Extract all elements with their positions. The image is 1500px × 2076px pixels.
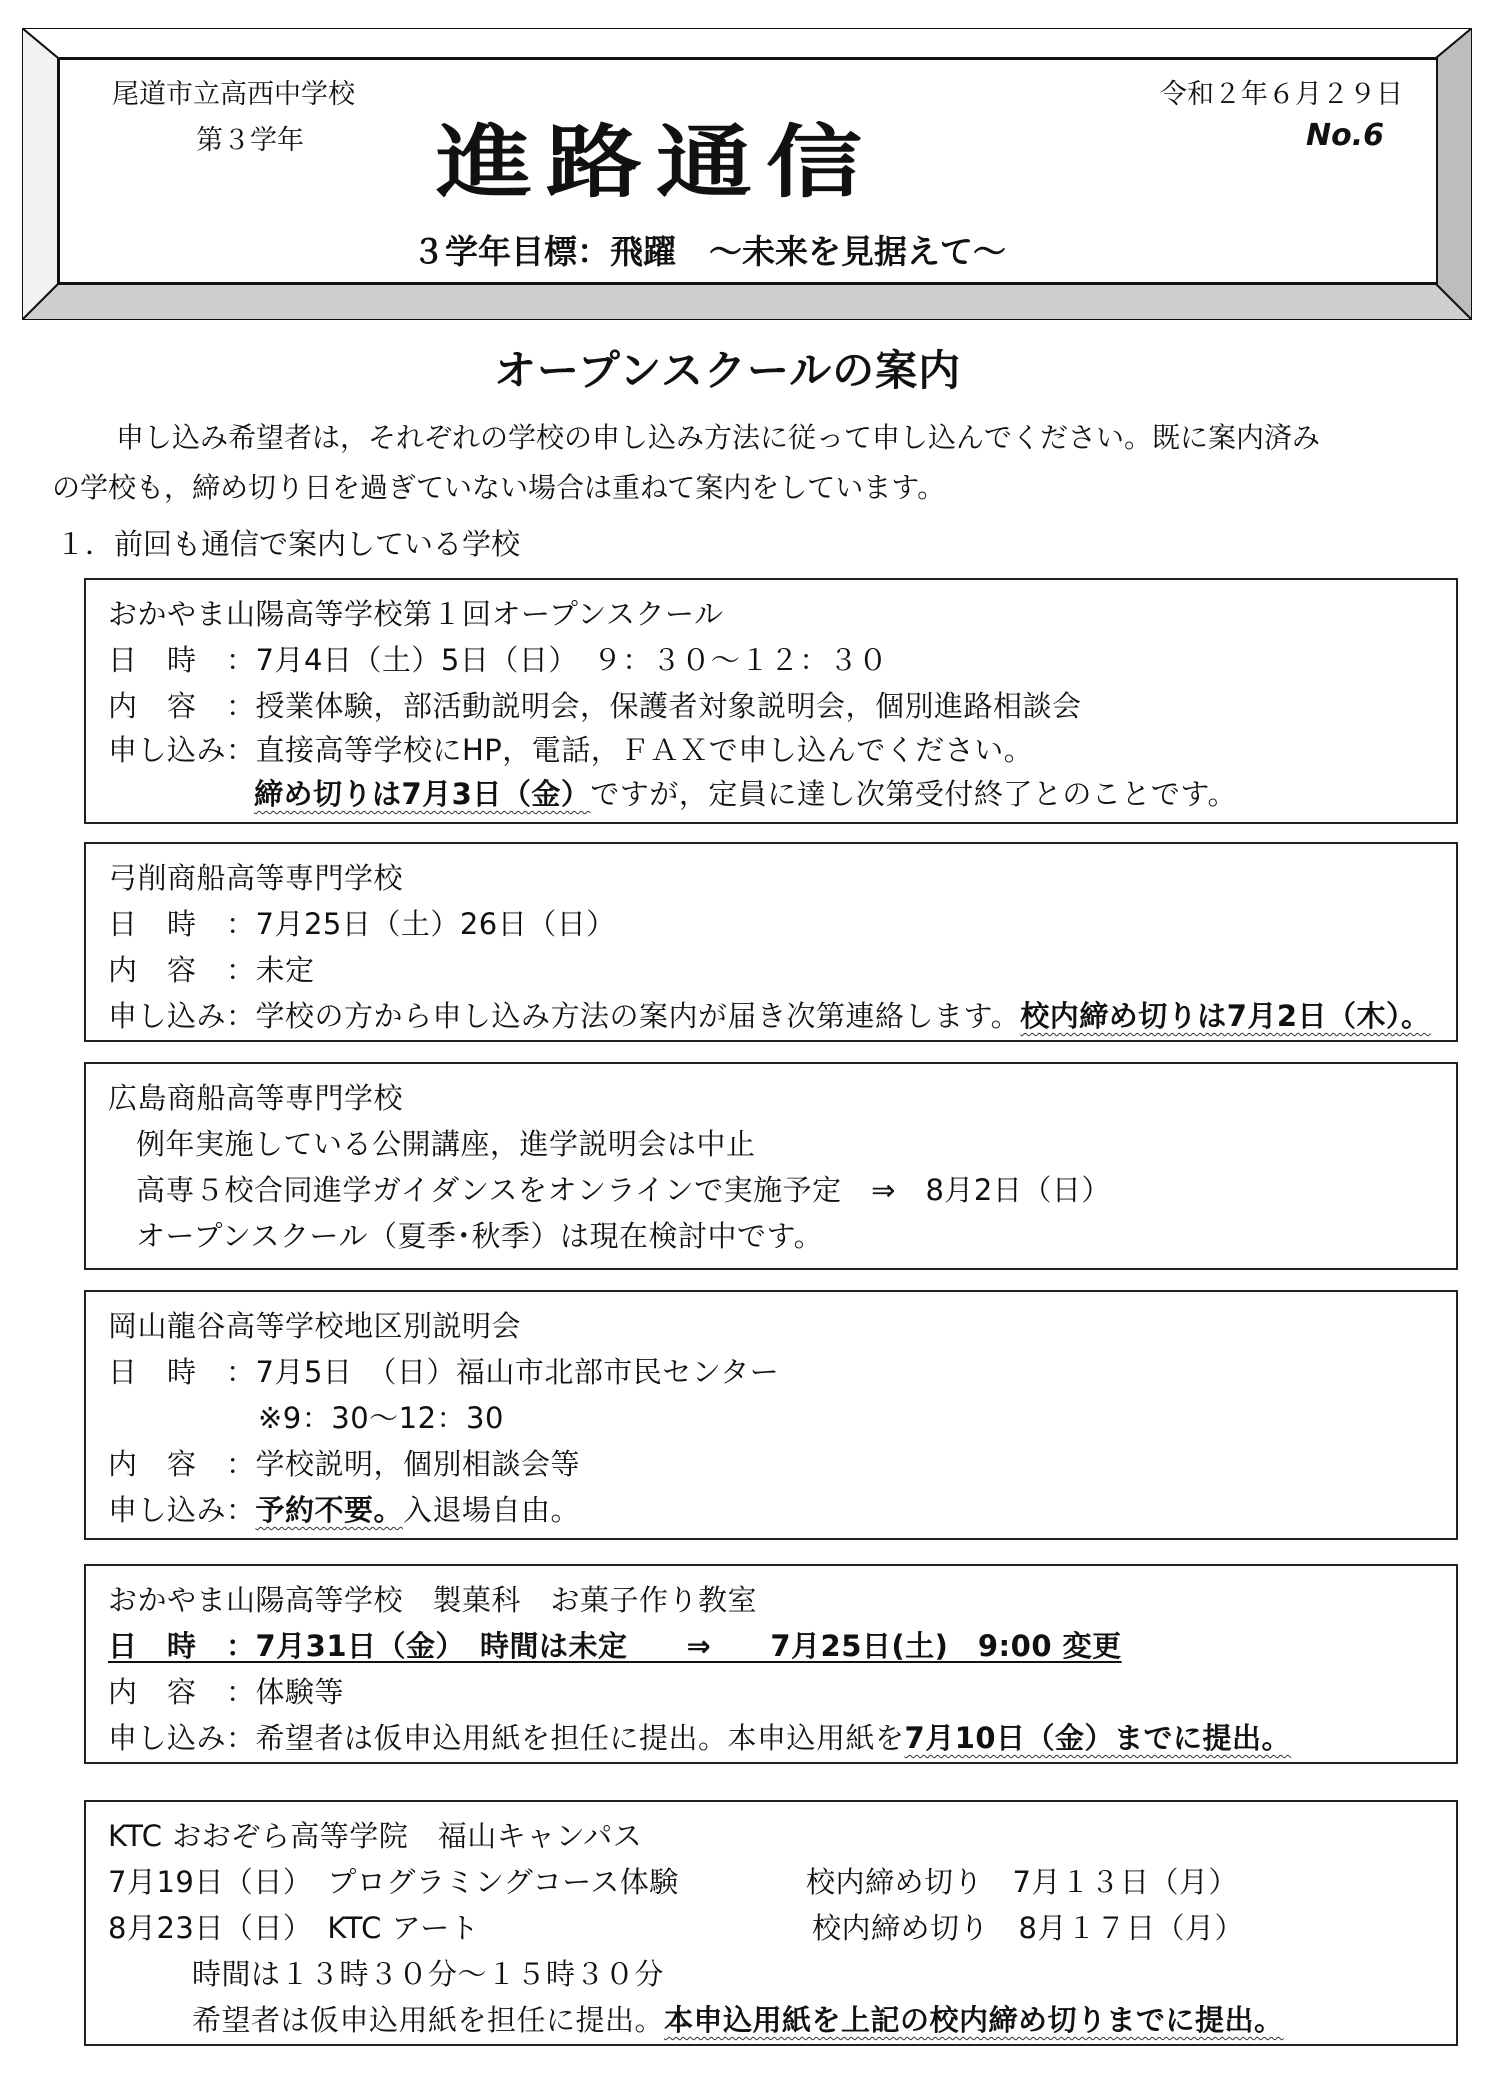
page-title: オープンスクールの案内	[494, 346, 962, 395]
apply-emphasis: 予約不要。	[255, 1493, 404, 1527]
apply: 申し込み：希望者は仮申込用紙を担任に提出。本申込用紙を	[108, 1721, 905, 1755]
school-name: おかやま山陽高等学校 製菓科 お菓子作り教室	[108, 1583, 758, 1617]
datetime: 日 時 ：7月5日 （日）福山市北部市民センター	[108, 1355, 780, 1389]
school-name: 岡山龍谷高等学校地区別説明会	[108, 1309, 522, 1343]
intro-line-2: の学校も，締め切り日を過ぎていない場合は重ねて案内をしています。	[52, 471, 946, 504]
issue-date: 令和２年６月２９日	[1160, 79, 1403, 110]
bevel-top	[22, 28, 1472, 58]
datetime: 日 時 ：7月31日（金） 時間は未定 ⇒ 7月25日(土) 9:00 変更	[108, 1629, 1122, 1663]
note-2: 高専５校合同進学ガイダンスをオンラインで実施予定 ⇒ 8月2日（日）	[136, 1173, 1111, 1207]
apply: 希望者は仮申込用紙を担任に提出。	[192, 2003, 665, 2037]
school-box-hiroshima-shosen	[84, 1062, 1458, 1270]
issue-number: No.6	[1306, 118, 1384, 153]
time: ※9：30～12：30	[258, 1401, 504, 1435]
apply: 申し込み：学校の方から申し込み方法の案内が届き次第連絡します。	[108, 999, 1021, 1033]
apply-line	[108, 994, 1431, 1035]
school-name: 広島商船高等専門学校	[108, 1081, 404, 1115]
bevel-bottom	[22, 284, 1472, 320]
school-box-ktc-ozora	[84, 1800, 1458, 2046]
apply-deadline: 本申込用紙を上記の校内締め切りまでに提出。	[664, 2003, 1284, 2037]
apply-line	[192, 1998, 1284, 2039]
school-box-okayama-sanyo-confectionery	[84, 1564, 1458, 1764]
note-3: オープンスクール（夏季･秋季）は現在検討中です。	[136, 1219, 824, 1253]
apply-rest: 入退場自由。	[403, 1493, 581, 1527]
content: 内 容 ：学校説明，個別相談会等	[108, 1447, 581, 1481]
apply-line	[108, 1716, 1291, 1757]
section-heading: １．前回も通信で案内している学校	[56, 527, 521, 561]
content: 内 容 ：授業体験，部活動説明会，保護者対象説明会，個別進路相談会	[108, 689, 1082, 723]
grade-label: 第３学年	[196, 125, 304, 156]
school-name: 尾道市立高西中学校	[112, 79, 355, 110]
masthead-title: 進路通信	[436, 115, 876, 209]
apply-deadline: 校内締め切りは7月2日（木）。	[1020, 999, 1431, 1033]
bevel-left	[22, 28, 58, 320]
datetime: 日 時 ：7月25日（土）26日（日）	[108, 907, 616, 941]
note-1: 例年実施している公開講座，進学説明会は中止	[136, 1127, 756, 1161]
content: 内 容 ：未定	[108, 953, 315, 987]
content: 内 容 ：体験等	[108, 1675, 345, 1709]
intro-line-1: 申し込み希望者は，それぞれの学校の申し込み方法に従って申し込んでください。既に案内済み	[116, 421, 1321, 454]
school-box-okayama-sanyo	[84, 578, 1458, 824]
event-2-date: 8月23日（日） KTC アート	[108, 1911, 480, 1945]
deadline-emphasis: 締め切りは7月3日（金）	[254, 777, 591, 811]
school-name: 弓削商船高等専門学校	[108, 861, 404, 895]
school-box-okayama-ryukoku	[84, 1290, 1458, 1540]
apply-line	[108, 1488, 580, 1529]
time: 時間は１３時３０分～１５時３０分	[192, 1957, 665, 1991]
event-1-deadline: 校内締め切り 7月１３日（月）	[806, 1865, 1238, 1899]
apply-deadline: 7月10日（金）までに提出。	[904, 1721, 1292, 1755]
apply: 申し込み：直接高等学校にHP，電話，ＦＡＸで申し込んでください。	[108, 733, 1034, 767]
deadline-rest: ですが，定員に達し次第受付終了とのことです。	[590, 777, 1238, 811]
event-1-date: 7月19日（日） プログラミングコース体験	[108, 1865, 679, 1899]
school-name: おかやま山陽高等学校第１回オープンスクール	[108, 597, 724, 631]
event-2-deadline: 校内締め切り 8月１７日（月）	[812, 1911, 1244, 1945]
school-box-yuge	[84, 842, 1458, 1042]
grade-goal: ３学年目標：飛躍 ～未来を見据えて～	[412, 232, 1006, 271]
deadline-line	[254, 772, 1237, 813]
apply-label: 申し込み：	[108, 1493, 256, 1527]
bevel-right	[1436, 28, 1472, 320]
school-name: KTC おおぞら高等学院 福山キャンパス	[108, 1819, 643, 1853]
datetime: 日 時 ：7月4日（土）5日（日） ９：３０～１２：３０	[108, 643, 888, 677]
